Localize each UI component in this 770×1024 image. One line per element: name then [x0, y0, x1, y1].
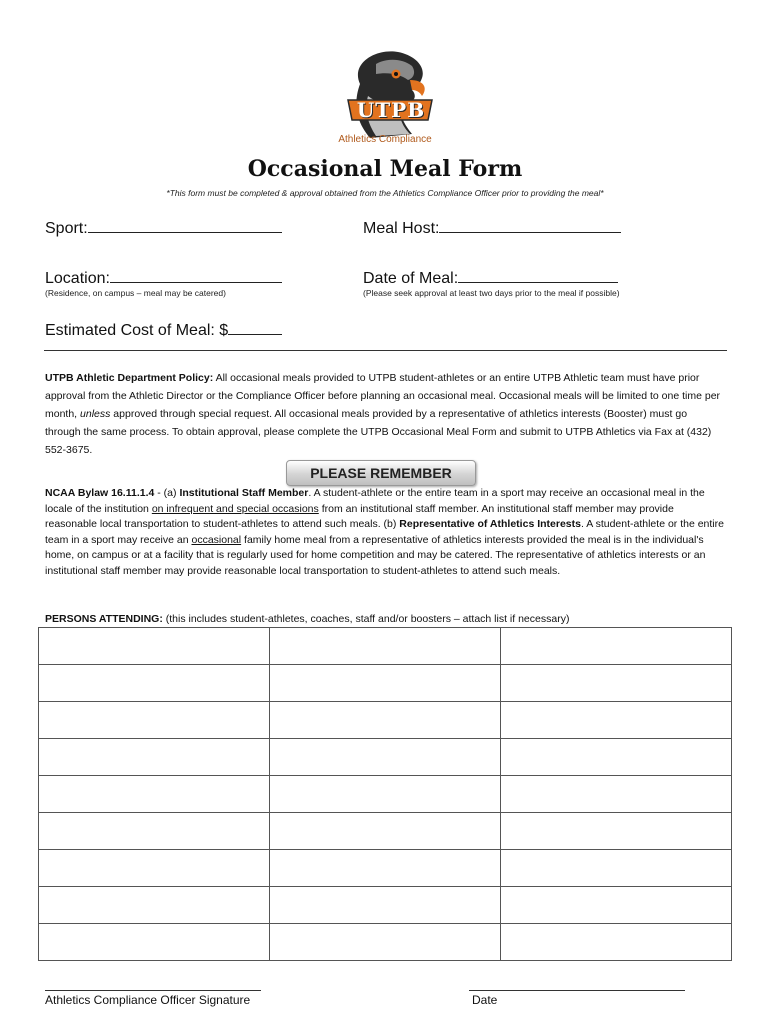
persons-attending-table	[38, 627, 732, 961]
attendee-cell[interactable]	[501, 628, 732, 665]
bylaw-text-5: family home meal from a representative of athletics interests provided the meal is in the individual's home, on campus or at a facility that is regularly used for home competition and may be catered. The representative of athletics interests or an institutional staff member may provide reasonable local transportation to student-athletes to attend such meals.	[45, 533, 706, 577]
location-field	[45, 266, 282, 288]
sport-label: Sport:	[45, 220, 88, 237]
attendee-cell[interactable]	[39, 850, 270, 887]
table-row	[39, 628, 732, 665]
occasional-text: occasional	[191, 533, 242, 546]
attendee-cell[interactable]	[39, 628, 270, 665]
attendee-cell[interactable]	[270, 887, 501, 924]
bylaw-text-1: - (a)	[154, 487, 180, 499]
bylaw-text-4: . A student-athlete or the entire team in a sport may receive an	[45, 518, 724, 546]
please-remember-banner: PLEASE REMEMBER	[286, 460, 476, 486]
date-signature-line[interactable]	[469, 990, 685, 991]
attendee-cell[interactable]	[501, 665, 732, 702]
attendee-cell[interactable]	[39, 813, 270, 850]
meal-host-input[interactable]	[439, 216, 621, 233]
attendee-cell[interactable]	[270, 924, 501, 961]
location-label: Location:	[45, 270, 110, 287]
attendee-cell[interactable]	[270, 850, 501, 887]
officer-signature-line[interactable]	[45, 990, 261, 991]
logo-text: UTPB	[356, 98, 426, 122]
table-row	[39, 665, 732, 702]
attendee-cell[interactable]	[270, 776, 501, 813]
attendee-cell[interactable]	[39, 739, 270, 776]
form-subtitle: *This form must be completed & approval obtained from the Athletics Compliance Officer prior to providing the meal*	[166, 188, 604, 198]
attendee-cell[interactable]	[39, 924, 270, 961]
policy-text-1: All occasional meals provided to UTPB student-athletes or an entire UTPB Athletic team must have prior approval from the Athletic Director or the Compliance Officer before planning an occasional meal. Occasional meals will be limited to one time per month,	[45, 372, 721, 420]
officer-signature-label: Athletics Compliance Officer Signature	[45, 993, 251, 1007]
attendee-cell[interactable]	[270, 813, 501, 850]
date-of-meal-field	[363, 266, 618, 288]
form-title: Occasional Meal Form	[247, 156, 523, 182]
policy-paragraph	[45, 369, 725, 459]
attendee-cell[interactable]	[39, 702, 270, 739]
bylaw-text-3: from an institutional staff member. An institutional staff member may provide reasonable local transportation to student-athletes to attend such meals. (b)	[45, 502, 674, 530]
location-hint: (Residence, on campus – meal may be catered)	[45, 288, 226, 298]
infrequent-text: on infrequent and special occasions	[151, 502, 319, 515]
bylaw-paragraph	[45, 486, 725, 579]
section-divider	[44, 350, 727, 351]
attendee-cell[interactable]	[501, 850, 732, 887]
attending-note: (this includes student-athletes, coaches, staff and/or boosters – attach list if necessary)	[162, 613, 570, 625]
date-of-meal-input[interactable]	[458, 266, 618, 283]
attendee-cell[interactable]	[270, 739, 501, 776]
attendee-cell[interactable]	[270, 702, 501, 739]
table-row	[39, 924, 732, 961]
attendee-cell[interactable]	[270, 628, 501, 665]
attendee-cell[interactable]	[501, 887, 732, 924]
bylaw-text-2: . A student-athlete or the entire team in a sport may receive an occasional meal in the locale of the institution	[45, 487, 705, 515]
cost-label: Estimated Cost of Meal: $	[45, 322, 229, 339]
bylaw-ref: NCAA Bylaw 16.11.1.4	[45, 487, 155, 499]
table-row	[39, 776, 732, 813]
location-input[interactable]	[110, 266, 282, 283]
date-of-meal-hint: (Please seek approval at least two days prior to the meal if possible)	[363, 288, 620, 298]
sport-input[interactable]	[88, 216, 282, 233]
cost-input[interactable]	[228, 318, 282, 335]
table-row	[39, 702, 732, 739]
attendee-cell[interactable]	[501, 702, 732, 739]
policy-unless: unless	[80, 408, 111, 420]
attendee-cell[interactable]	[501, 739, 732, 776]
table-row	[39, 813, 732, 850]
attendee-cell[interactable]	[501, 924, 732, 961]
meal-host-field	[363, 216, 621, 238]
persons-attending-heading	[45, 612, 725, 628]
attendee-cell[interactable]	[270, 665, 501, 702]
attendee-cell[interactable]	[501, 776, 732, 813]
attendee-cell[interactable]	[39, 665, 270, 702]
attendee-cell[interactable]	[501, 813, 732, 850]
date-signature-label: Date	[472, 993, 498, 1007]
cost-field	[45, 318, 282, 340]
policy-heading: UTPB Athletic Department Policy:	[45, 372, 214, 384]
meal-host-label: Meal Host:	[363, 220, 440, 237]
table-row	[39, 850, 732, 887]
attendee-cell[interactable]	[39, 776, 270, 813]
date-of-meal-label: Date of Meal:	[363, 270, 459, 287]
attending-label: PERSONS ATTENDING:	[45, 613, 163, 625]
staff-heading: Institutional Staff Member	[179, 487, 309, 499]
policy-text-2: approved through special request. All occasional meals provided by a representative of athletics interests (Booster) must go through the same process. To obtain approval, please complete the UTPB Occasional Meal Form and submit to UTPB Athletics via Fax at (432) 552-3675.	[45, 408, 712, 456]
attendee-cell[interactable]	[39, 887, 270, 924]
logo-caption: Athletics Compliance	[338, 134, 432, 145]
table-row	[39, 739, 732, 776]
sport-field	[45, 216, 282, 238]
table-row	[39, 887, 732, 924]
rep-heading: Representative of Athletics Interests	[399, 518, 581, 530]
